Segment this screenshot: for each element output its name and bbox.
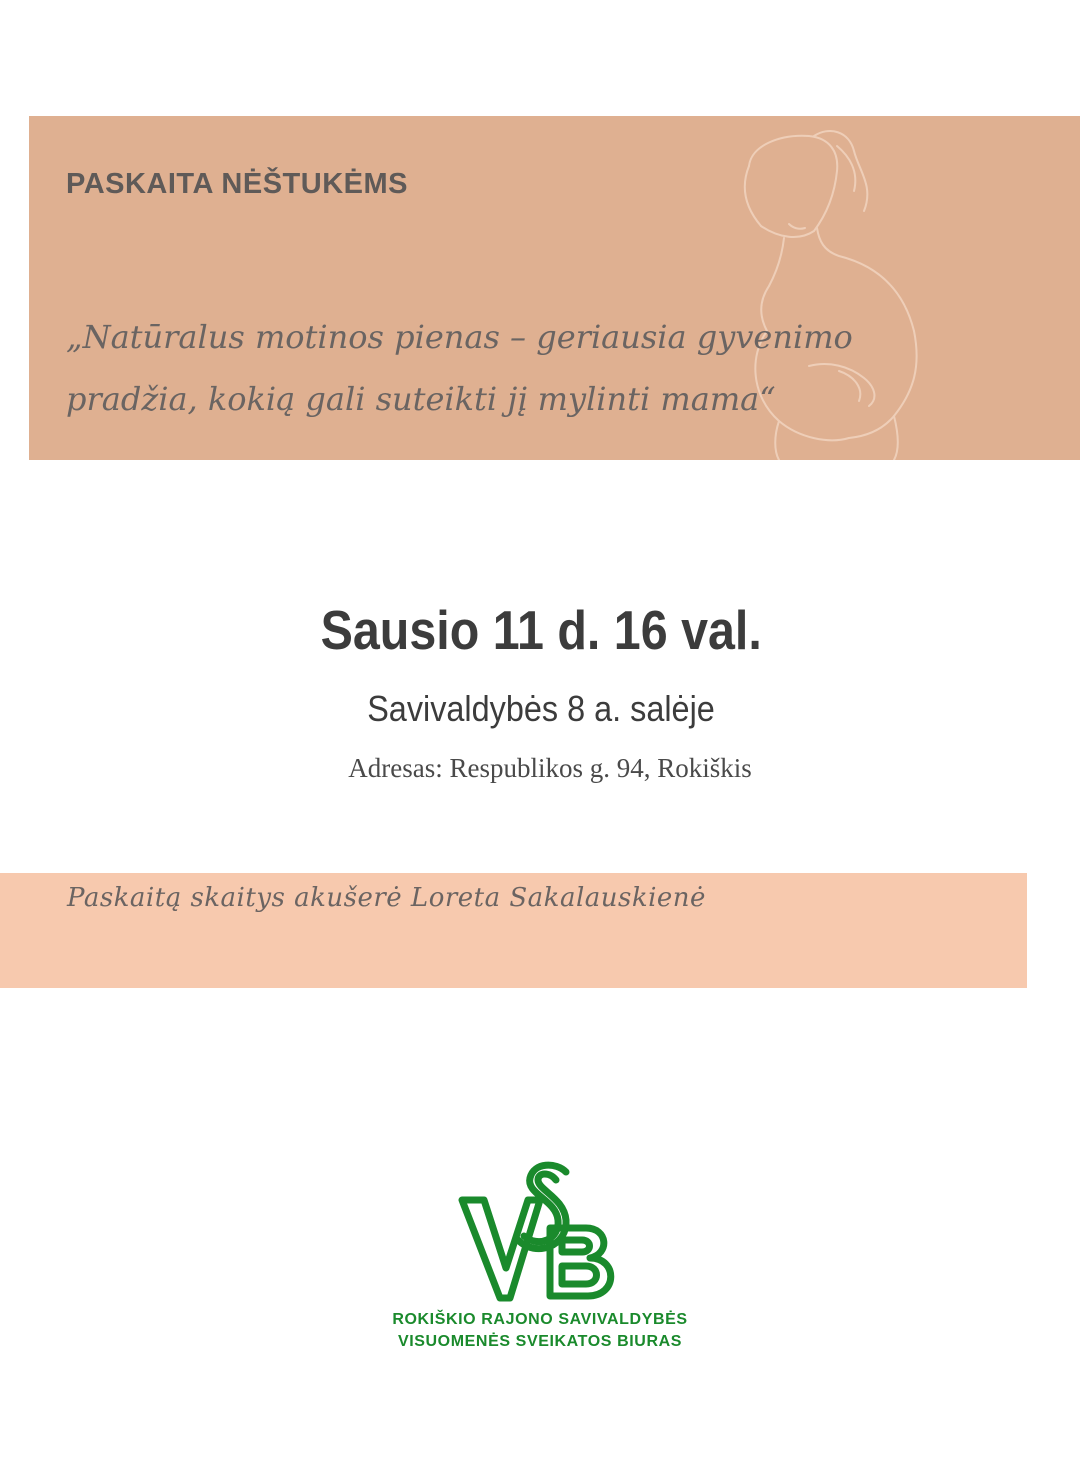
- organization-name-line-1: ROKIŠKIO RAJONO SAVIVALDYBĖS: [392, 1311, 688, 1328]
- quote-line-2: pradžia, kokią gali suteikti jį mylinti mama“: [66, 380, 776, 418]
- event-venue: Savivaldybės 8 a. salėje: [367, 688, 715, 729]
- event-address: Adresas: Respublikos g. 94, Rokiškis: [348, 753, 752, 783]
- lecturer-banner: [0, 873, 1027, 988]
- event-date-time: Sausio 11 d. 16 val.: [320, 599, 762, 661]
- organization-name-line-2: VISUOMENĖS SVEIKATOS BIURAS: [397, 1333, 683, 1350]
- lecturer-text: Paskaitą skaitys akušerė Loreta Sakalauskienė: [67, 883, 706, 913]
- lecture-title: PASKAITA NĖŠTUKĖMS: [66, 168, 408, 200]
- quote-line-1: „Natūralus motinos pienas – geriausia gyvenimo: [66, 318, 853, 356]
- header-banner: [29, 116, 1080, 460]
- vsb-logo: [458, 1158, 622, 1308]
- lecture-quote: [66, 306, 1056, 430]
